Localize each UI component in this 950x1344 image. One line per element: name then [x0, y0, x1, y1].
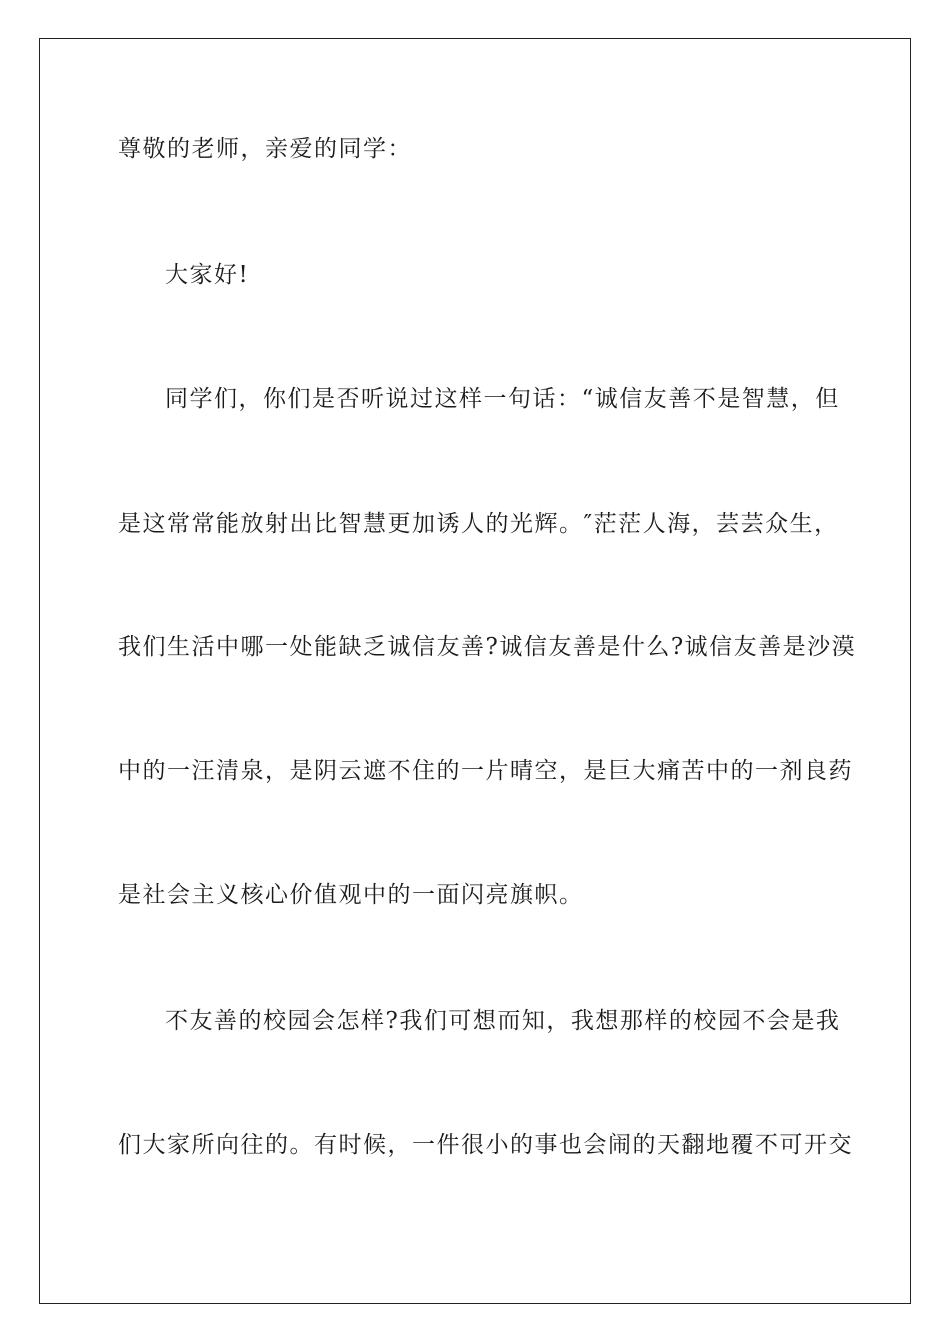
- page-border: [39, 38, 911, 1304]
- paragraph-line: 是这常常能放射出比智慧更加诱人的光辉。″茫茫人海，芸芸众生，: [118, 511, 839, 537]
- greeting-line: 大家好!: [165, 262, 250, 288]
- paragraph-line: 我们生活中哪一处能缺乏诚信友善?诚信友善是什么?诚信友善是沙漠: [118, 634, 857, 660]
- salutation-line: 尊敬的老师，亲爱的同学：: [118, 136, 412, 162]
- paragraph-line: 中的一汪清泉，是阴云遮不住的一片晴空，是巨大痛苦中的一剂良药: [118, 758, 853, 784]
- paragraph-line: 们大家所向往的。有时候，一件很小的事也会闹的天翻地覆不可开交: [118, 1132, 853, 1158]
- paragraph-line: 同学们，你们是否听说过这样一句话：“诚信友善不是智慧，但: [165, 386, 840, 412]
- paragraph-line: 是社会主义核心价值观中的一面闪亮旗帜。: [118, 882, 584, 908]
- paragraph-line: 不友善的校园会怎样?我们可想而知，我想那样的校园不会是我: [165, 1008, 841, 1034]
